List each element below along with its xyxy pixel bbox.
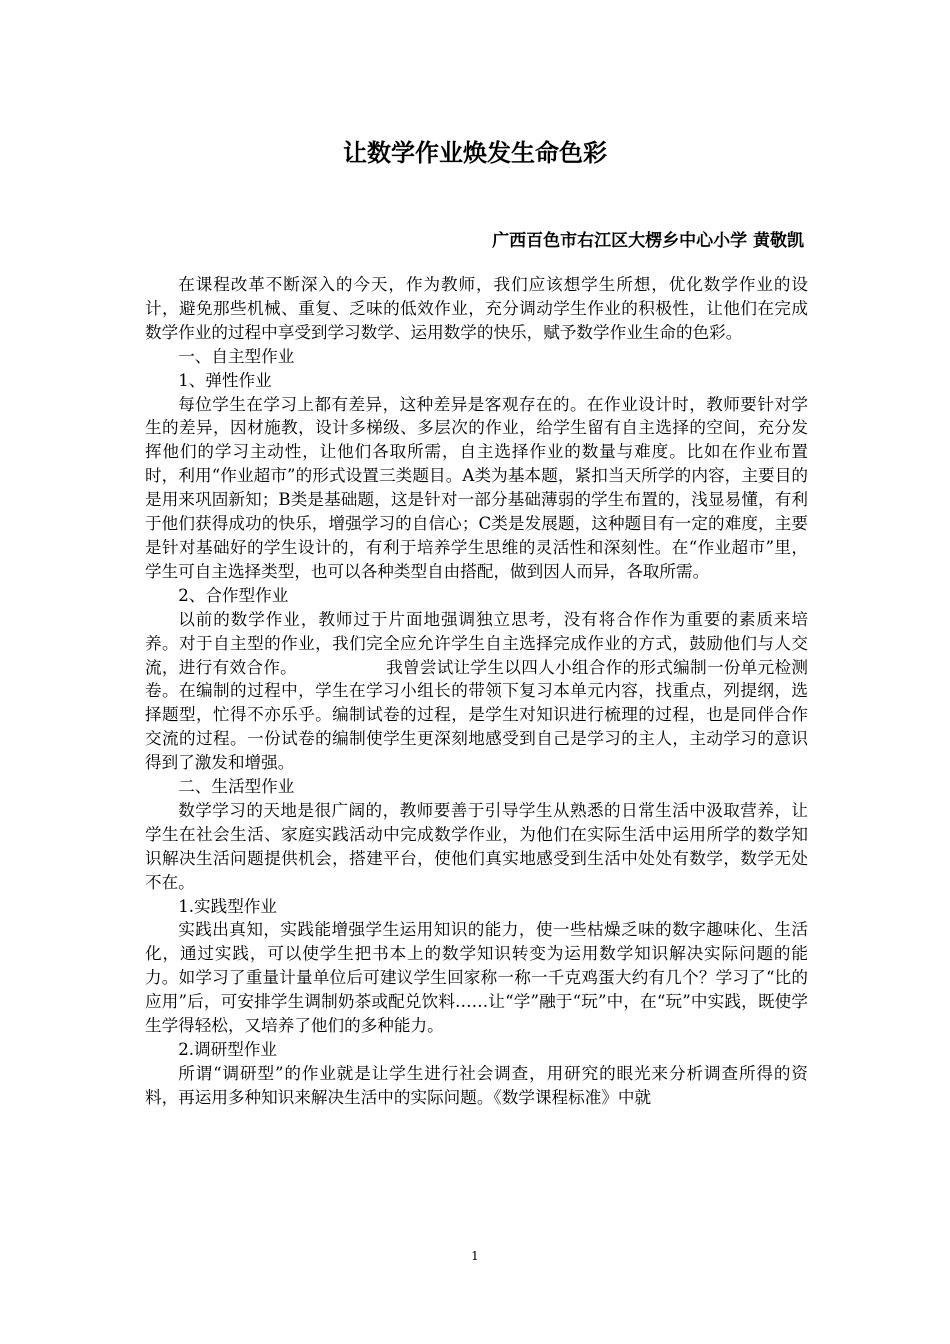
page-number: 1 [471, 1249, 479, 1263]
document-body [145, 273, 808, 1110]
paragraph-intro: 在课程改革不断深入的今天，作为教师，我们应该想学生所想，优化数学作业的设计，避免那些机械、重复、乏味的低效作业，充分调动学生作业的积极性，让他们在完成数学作业的过程中享受到学习数学、运用数学的快乐，赋予数学作业生命的色彩。 [145, 275, 808, 342]
paragraph-life-homework: 数学学习的天地是很广阔的，教师要善于引导学生从熟悉的日常生活中汲取营养，让学生在社会生活、家庭实践活动中完成数学作业，为他们在实际生活中运用所学的数学知识解决生活问题提供机会，搭建平台，使他们真实地感受到生活中处处有数学，数学无处不在。 [145, 800, 808, 892]
heading-subsection-1-2: 2、合作型作业 [178, 585, 289, 605]
paragraph-practice-homework: 实践出真知，实践能增强学生运用知识的能力，使一些枯燥乏味的数字趣味化、生活化，通过实践，可以使学生把书本上的数学知识转变为运用数学知识解决实际问题的能力。如学习了重量计量单位后可建议学生回家称一称一千克鸡蛋大约有几个？学习了“比的应用”后，可安排学生调制奶茶或配兑饮料……让“学”融于“玩”中，在“玩”中实践，既使学生学得轻松，又培养了他们的多种能力。 [145, 920, 808, 1036]
heading-subsection-2-1: 1.实践型作业 [178, 896, 277, 916]
paragraph-elastic-homework: 每位学生在学习上都有差异，这种差异是客观存在的。在作业设计时，教师要针对学生的差异，因材施教，设计多梯级、多层次的作业，给学生留有自主选择的空间，充分发挥他们的学习主动性，让他们各取所需，自主选择作业的数量与难度。比如在作业布置时，利用“作业超市”的形式设置三类题目。A类为基本题，紧扣当天所学的内容，主要目的是用来巩固新知；B类是基础题，这是针对一部分基础薄弱的学生布置的，浅显易懂，有利于他们获得成功的快乐，增强学习的自信心；C类是发展题，这种题目有一定的难度，主要是针对基础好的学生设计的，有利于培养学生思维的灵活性和深刻性。在“作业超市”里，学生可自主选择类型，也可以各种类型自由搭配，做到因人而异，各取所需。 [145, 394, 808, 581]
heading-subsection-2-2: 2.调研型作业 [178, 1040, 277, 1059]
heading-section-1: 一、自主型作业 [178, 346, 295, 366]
heading-subsection-1-1: 1、弹性作业 [178, 370, 272, 390]
author-line: 广西百色市右江区大楞乡中心小学 黄敬凯 [492, 231, 804, 251]
heading-section-2: 二、生活型作业 [178, 777, 295, 797]
document-title: 让数学作业焕发生命色彩 [343, 139, 607, 167]
paragraph-research-homework: 所谓“调研型”的作业就是让学生进行社会调查，用研究的眼光来分析调查所得的资料，再运用多种知识来解决生活中的实际问题。《数学课程标准》中就 [145, 1063, 808, 1107]
paragraph-cooperative-homework: 以前的数学作业，教师过于片面地强调独立思考，没有将合作作为重要的素质来培养。对于自主型的作业，我们完全应允许学生自主选择完成作业的方式，鼓励他们与人交流，进行有效合作。 我曾尝试让学生以四人小组合作的形式编制一份单元检测卷。在编制的过程中，学生在学习小组长的带领下复习本单元内容，找重点，列提纲，选择题型，忙得不亦乐乎。编制试卷的过程，是学生对知识进行梳理的过程，也是同伴合作交流的过程。一份试卷的编制使学生更深刻地感受到自己是学习的主人，主动学习的意识得到了激发和增强。 [145, 609, 808, 773]
